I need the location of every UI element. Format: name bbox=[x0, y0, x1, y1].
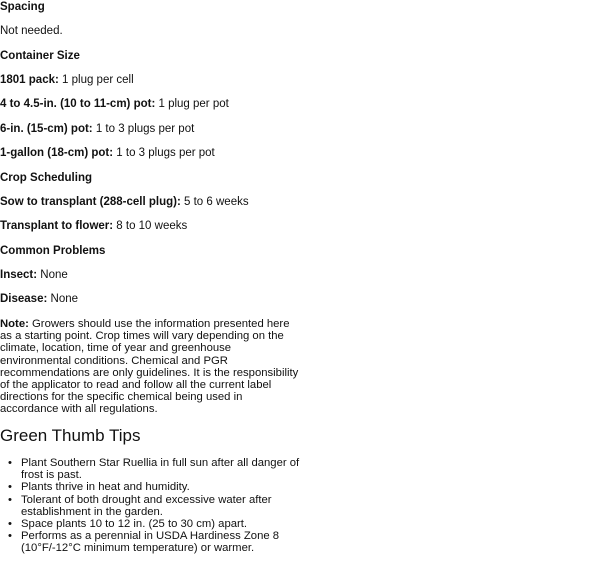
container-item-value: 1 plug per cell bbox=[58, 74, 134, 86]
container-item-label: 1-gallon (18-cm) pot: bbox=[0, 147, 114, 159]
container-item-label: 4 to 4.5-in. (10 to 11-cm) pot: bbox=[0, 98, 156, 110]
problem-item-label: Disease: bbox=[0, 293, 48, 305]
tip-text: Space plants 10 to 12 in. (25 to 30 cm) apart. bbox=[21, 518, 248, 531]
tip-text: Performs as a perennial in USDA Hardiness Zone 8 (10°F/-12°C minimum temperature) or warmer. bbox=[21, 530, 280, 555]
spacing-heading: Spacing bbox=[0, 1, 45, 13]
bullet-icon: • bbox=[8, 481, 12, 494]
note-label: Note: bbox=[0, 318, 29, 330]
bullet-icon: • bbox=[8, 493, 12, 506]
crop-item-label: Transplant to flower: bbox=[0, 220, 114, 232]
note-paragraph bbox=[0, 318, 300, 416]
crop-item-sow-to-transplant bbox=[0, 195, 249, 209]
note-text: Growers should use the information presented here as a starting point. Crop times will vary depending on the climate, location, time of year and greenhouse environmental conditions. Chemical and PGR recommendations are only guidelines. It is the responsibility of the applicator to read and follow all the current label directions for the specific chemical being used in accordance with all regulations. bbox=[0, 318, 299, 416]
tip-text: Plant Southern Star Ruellia in full sun after all danger of frost is past. bbox=[21, 457, 300, 482]
list-item bbox=[0, 457, 310, 481]
container-item-1gallon-pot bbox=[0, 146, 215, 160]
spacing-text: Not needed. bbox=[0, 25, 63, 37]
common-problems-heading: Common Problems bbox=[0, 245, 106, 257]
container-item-label: 6-in. (15-cm) pot: bbox=[0, 123, 93, 135]
crop-item-label: Sow to transplant (288-cell plug): bbox=[0, 196, 181, 208]
problem-item-disease bbox=[0, 292, 78, 306]
container-item-6in-pot bbox=[0, 122, 194, 136]
list-item bbox=[0, 530, 310, 554]
bullet-icon: • bbox=[8, 518, 12, 531]
list-item bbox=[0, 518, 310, 530]
container-item-4in-pot bbox=[0, 97, 229, 111]
list-item bbox=[0, 494, 310, 518]
problem-item-insect bbox=[0, 268, 68, 282]
container-item-value: 1 to 3 plugs per pot bbox=[113, 147, 215, 159]
crop-item-transplant-to-flower bbox=[0, 219, 187, 233]
container-item-1801-pack bbox=[0, 73, 134, 87]
problem-item-value: None bbox=[37, 269, 68, 281]
container-size-heading: Container Size bbox=[0, 50, 80, 62]
bullet-icon: • bbox=[8, 457, 12, 469]
problem-item-label: Insect: bbox=[0, 269, 38, 281]
green-thumb-tips-title: Green Thumb Tips bbox=[0, 426, 141, 445]
crop-scheduling-heading: Crop Scheduling bbox=[0, 172, 92, 184]
tip-text: Tolerant of both drought and excessive water after establishment in the garden. bbox=[21, 493, 272, 518]
container-item-label: 1801 pack: bbox=[0, 74, 59, 86]
bullet-icon: • bbox=[8, 530, 12, 543]
list-item bbox=[0, 481, 310, 493]
crop-item-value: 8 to 10 weeks bbox=[113, 220, 188, 232]
tip-text: Plants thrive in heat and humidity. bbox=[21, 481, 190, 494]
problem-item-value: None bbox=[47, 293, 78, 305]
crop-item-value: 5 to 6 weeks bbox=[180, 196, 249, 208]
tips-list bbox=[0, 457, 310, 555]
container-item-value: 1 to 3 plugs per pot bbox=[92, 123, 195, 135]
container-item-value: 1 plug per pot bbox=[155, 98, 229, 110]
